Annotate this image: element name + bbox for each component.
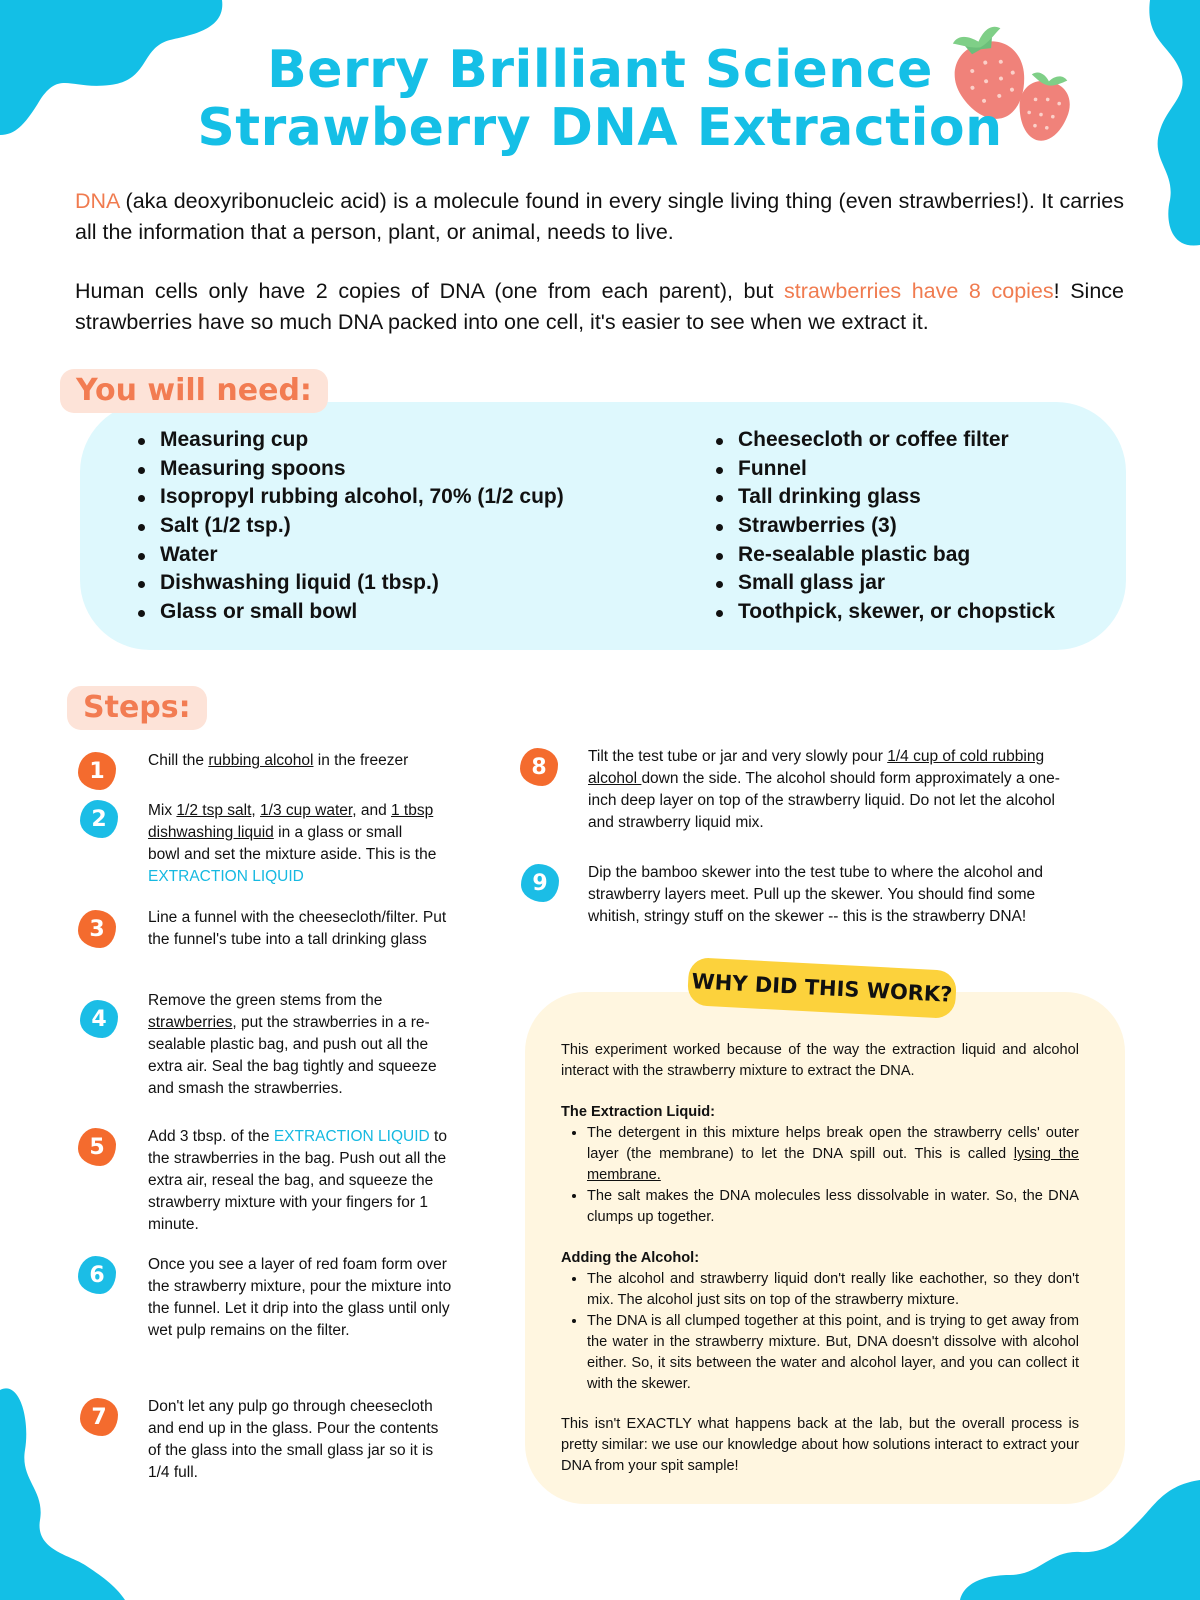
page-title-line1: Berry Brilliant Science — [267, 40, 933, 100]
step-1: Chill the rubbing alcohol in the freezer — [148, 752, 409, 769]
step-9: Dip the bamboo skewer into the test tube to where the alcohol and strawberry layers meet. Pull up the skewer. You should find some whitish, stringy stuff on the skewer -- this is the strawberry DNA! — [588, 864, 1043, 925]
intro-paragraph-1: DNA (aka deoxyribonucleic acid) is a molecule found in every single living thing (even strawberries!). It carries all the information that a person, plant, or animal, needs to live. — [75, 189, 1124, 244]
step-number-badge: 6 — [78, 1256, 116, 1294]
list-item: Strawberries (3) — [716, 512, 1055, 541]
list-item: Tall drinking glass — [716, 483, 1055, 512]
step-number-badge: 4 — [80, 1000, 118, 1038]
materials-list-right — [716, 426, 1055, 627]
step-number-badge: 5 — [78, 1128, 116, 1166]
list-item: Funnel — [716, 455, 1055, 484]
list-item: Cheesecloth or coffee filter — [716, 426, 1055, 455]
why-heading: WHY DID THIS WORK? — [687, 957, 957, 1019]
list-item: Glass or small bowl — [138, 598, 564, 627]
steps-heading: Steps: — [67, 686, 207, 730]
step-6: Once you see a layer of red foam form over the strawberry mixture, pour the mixture into the funnel. Let it drip into the glass until only wet pulp remains on the filter. — [148, 1256, 452, 1339]
step-4: Remove the green stems from the strawberries, put the strawberries in a re-sealable plastic bag, and push out all the extra air. Seal the bag tightly and squeeze and smash the strawberries. — [148, 992, 437, 1097]
why-outro: This isn't EXACTLY what happens back at the lab, but the overall process is pretty similar: we use our knowledge about how solutions interact to extract your DNA from your spit sample! — [561, 1416, 1079, 1474]
step-number-badge: 8 — [520, 748, 558, 786]
list-item: Water — [138, 541, 564, 570]
list-item: Salt (1/2 tsp.) — [138, 512, 564, 541]
list-item: Measuring spoons — [138, 455, 564, 484]
intro-paragraph-2: Human cells only have 2 copies of DNA (one from each parent), but strawberries have 8 copies! Since strawberries have so much DNA packed into one cell, it's easier to see when we extract it. — [75, 279, 1124, 334]
why-section-extraction: The Extraction Liquid: • The detergent in this mixture helps break open the strawberry cells' outer layer (the membrane) to let the DNA spill out. This is called lysing the membrane. • The salt makes the DNA molecules less dissolvable in water. So, the DNA clumps up together. — [561, 1102, 1079, 1228]
list-item: Dishwashing liquid (1 tbsp.) — [138, 569, 564, 598]
step-2: Mix 1/2 tsp salt, 1/3 cup water, and 1 tbsp dishwashing liquid in a glass or small bowl and set the mixture aside. This is the EXTRACTION LIQUID — [148, 802, 437, 885]
list-item: Small glass jar — [716, 569, 1055, 598]
list-item: • The detergent in this mixture helps break open the strawberry cells' outer layer (the membrane) to let the DNA spill out. This is called lysing the membrane. — [587, 1123, 1079, 1186]
why-section-alcohol: Adding the Alcohol: • The alcohol and strawberry liquid don't really like eachother, so they don't mix. The alcohol just sits on top of the strawberry mixture. • The DNA is all clumped together at this point, and is trying to get away from the water in the strawberry mixture. But, DNA doesn't dissolve with alcohol either. So, it sits between the water and alcohol layer, and you can collect it with the skewer. — [561, 1248, 1079, 1395]
why-intro: This experiment worked because of the way the extraction liquid and alcohol interact with the strawberry mixture to extract the DNA. — [561, 1042, 1079, 1079]
list-item: Measuring cup — [138, 426, 564, 455]
step-number-badge: 9 — [521, 864, 559, 902]
list-item: Toothpick, skewer, or chopstick — [716, 598, 1055, 627]
list-item: • The DNA is all clumped together at this point, and is trying to get away from the water in the strawberry mixture. But, DNA doesn't dissolve with alcohol either. So, it sits between the water and alcohol layer, and you can collect it with the skewer. — [587, 1311, 1079, 1395]
step-number-badge: 2 — [80, 800, 118, 838]
dna-highlight: DNA — [75, 189, 120, 213]
step-5: Add 3 tbsp. of the EXTRACTION LIQUID to the strawberries in the bag. Push out all the extra air, reseal the bag, and squeeze the strawberry mixture with your fingers for 1 minute. — [148, 1128, 447, 1233]
step-7: Don't let any pulp go through cheesecloth and end up in the glass. Pour the contents of the glass into the small glass jar so it is 1/4 full. — [148, 1398, 439, 1481]
list-item: • The salt makes the DNA molecules less dissolvable in water. So, the DNA clumps up together. — [587, 1186, 1079, 1228]
step-8: Tilt the test tube or jar and very slowly pour 1/4 cup of cold rubbing alcohol down the side. The alcohol should form approximately a one-inch deep layer on top of the strawberry liquid. Do not let the alcohol and strawberry liquid mix. — [588, 748, 1060, 831]
list-item: • The alcohol and strawberry liquid don't really like eachother, so they don't mix. The alcohol just sits on top of the strawberry mixture. — [587, 1269, 1079, 1311]
materials-heading: You will need: — [60, 369, 328, 413]
list-item: Isopropyl rubbing alcohol, 70% (1/2 cup) — [138, 483, 564, 512]
step-number-badge: 7 — [80, 1398, 118, 1436]
step-3: Line a funnel with the cheesecloth/filter. Put the funnel's tube into a tall drinking glass — [148, 909, 447, 948]
materials-list-left — [138, 426, 564, 627]
step-number-badge: 1 — [78, 752, 116, 790]
page-title-line2: Strawberry DNA Extraction — [197, 98, 1003, 158]
step-number-badge: 3 — [78, 910, 116, 948]
list-item: Re-sealable plastic bag — [716, 541, 1055, 570]
copies-highlight: strawberries have 8 copies — [784, 279, 1054, 303]
